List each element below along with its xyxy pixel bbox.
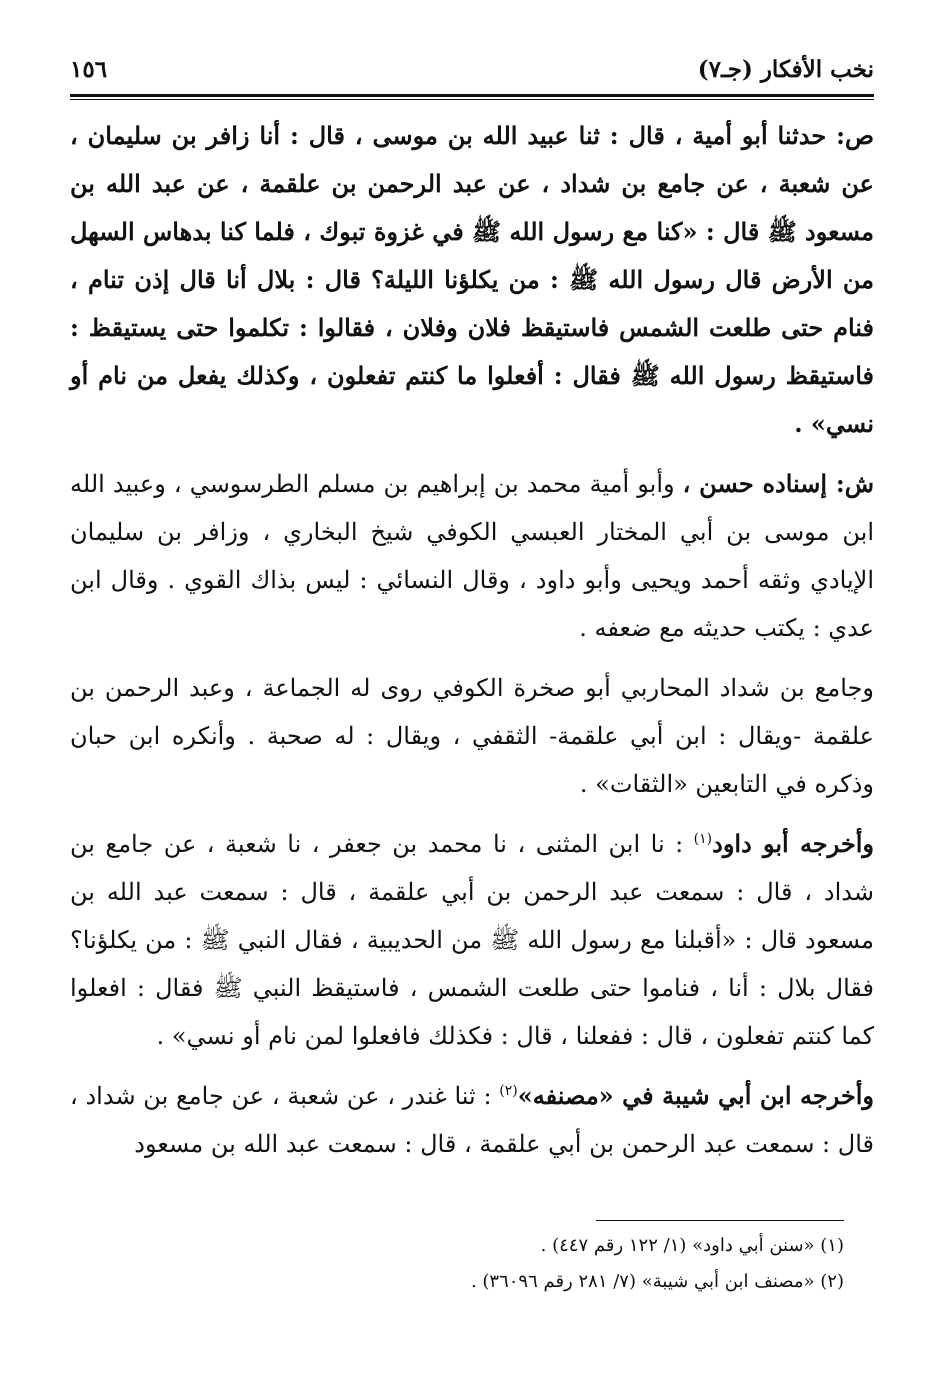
paragraph-narrators <box>70 664 874 808</box>
book-title: نخب الأفكار (جـ٧) <box>697 55 874 83</box>
paragraph-commentary <box>70 460 874 652</box>
page-number: ١٥٦ <box>70 55 108 83</box>
paragraph-ibn-abi-shaybah <box>70 1072 874 1168</box>
header-rule-thin <box>70 99 874 100</box>
paragraph-lead: ش: إسناده حسن ، <box>682 469 875 498</box>
paragraph-body: : ثنا غندر ، عن شعبة ، عن جامع بن شداد ، قال : سمعت عبد الرحمن بن أبي علقمة ، قال : سمعت عبد الله بن مسعود <box>70 1082 874 1158</box>
paragraph-body: : نا ابن المثنى ، نا محمد بن جعفر ، نا شعبة ، عن جامع بن شداد ، قال : سمعت عبد الرحمن بن أبي علقمة ، قال : سمعت عبد الله بن مسعود قال : «أقبلنا مع رسول الله ﷺ من الحديبية ، فقال النبي ﷺ : من يكلؤنا؟ فقال بلال : أنا ، فناموا حتى طلعت الشمس ، فاستيقظ النبي ﷺ فقال : افعلوا كما كنتم تفعلون ، قال : ففعلنا ، قال : فكذلك فافعلوا لمن نام أو نسي» . <box>70 830 874 1050</box>
paragraph-lead: ص: <box>836 121 875 150</box>
paragraph-abu-dawud <box>70 820 874 1060</box>
footnotes <box>70 1228 844 1300</box>
paragraph-body: وجامع بن شداد المحاربي أبو صخرة الكوفي روى له الجماعة ، وعبد الرحمن بن علقمة -ويقال : ابن أبي علقمة- الثقفي ، ويقال : له صحبة . وأنكره ابن حبان وذكره في التابعين «الثقات» . <box>70 674 875 798</box>
paragraph-lead: وأخرجه أبو داود <box>712 829 874 858</box>
footnote-ref[interactable]: (٢) <box>499 1083 518 1099</box>
main-text <box>70 112 874 1180</box>
paragraph-body: وأبو أمية محمد بن إبراهيم بن مسلم الطرسوسي ، وعبيد الله ابن موسى بن أبي المختار العبسي الكوفي شيخ البخاري ، وزافر بن سليمان الإيادي وثقه أحمد ويحيى وأبو داود ، وقال النسائي : ليس بذاك القوي . وقال ابن عدي : يكتب حديثه مع ضعفه . <box>70 470 875 642</box>
paragraph-hadith-text <box>70 112 874 448</box>
footnote-separator <box>596 1220 844 1221</box>
paragraph-body: حدثنا أبو أمية ، قال : ثنا عبيد الله بن موسى ، قال : أنا زافر بن سليمان ، عن شعبة ، عن جامع بن شداد ، عن عبد الرحمن بن علقمة ، عن عبد الله بن مسعود ﷺ قال : «كنا مع رسول الله ﷺ في غزوة تبوك ، فلما كنا بدهاس السهل من الأرض قال رسول الله ﷺ : من يكلؤنا الليلة؟ قال : بلال أنا قال إذن تنام ، فنام حتى طلعت الشمس فاستيقظ فلان وفلان ، فقالوا : تكلموا حتى يستيقظ : فاستيقظ رسول الله ﷺ فقال : أفعلوا ما كنتم تفعلون ، وكذلك يفعل من نام أو نسي» . <box>70 121 874 438</box>
paragraph-lead: وأخرجه ابن أبي شيبة في «مصنفه» <box>517 1081 875 1110</box>
running-header <box>70 48 874 90</box>
footnote: (١) «سنن أبي داود» (١/ ١٢٢ رقم ٤٤٧) . <box>540 1235 844 1256</box>
header-rule <box>70 94 874 97</box>
footnote-ref[interactable]: (١) <box>693 831 713 847</box>
footnote: (٢) «مصنف ابن أبي شيبة» (٧/ ٢٨١ رقم ٣٦٠٩٦) . <box>470 1271 844 1292</box>
